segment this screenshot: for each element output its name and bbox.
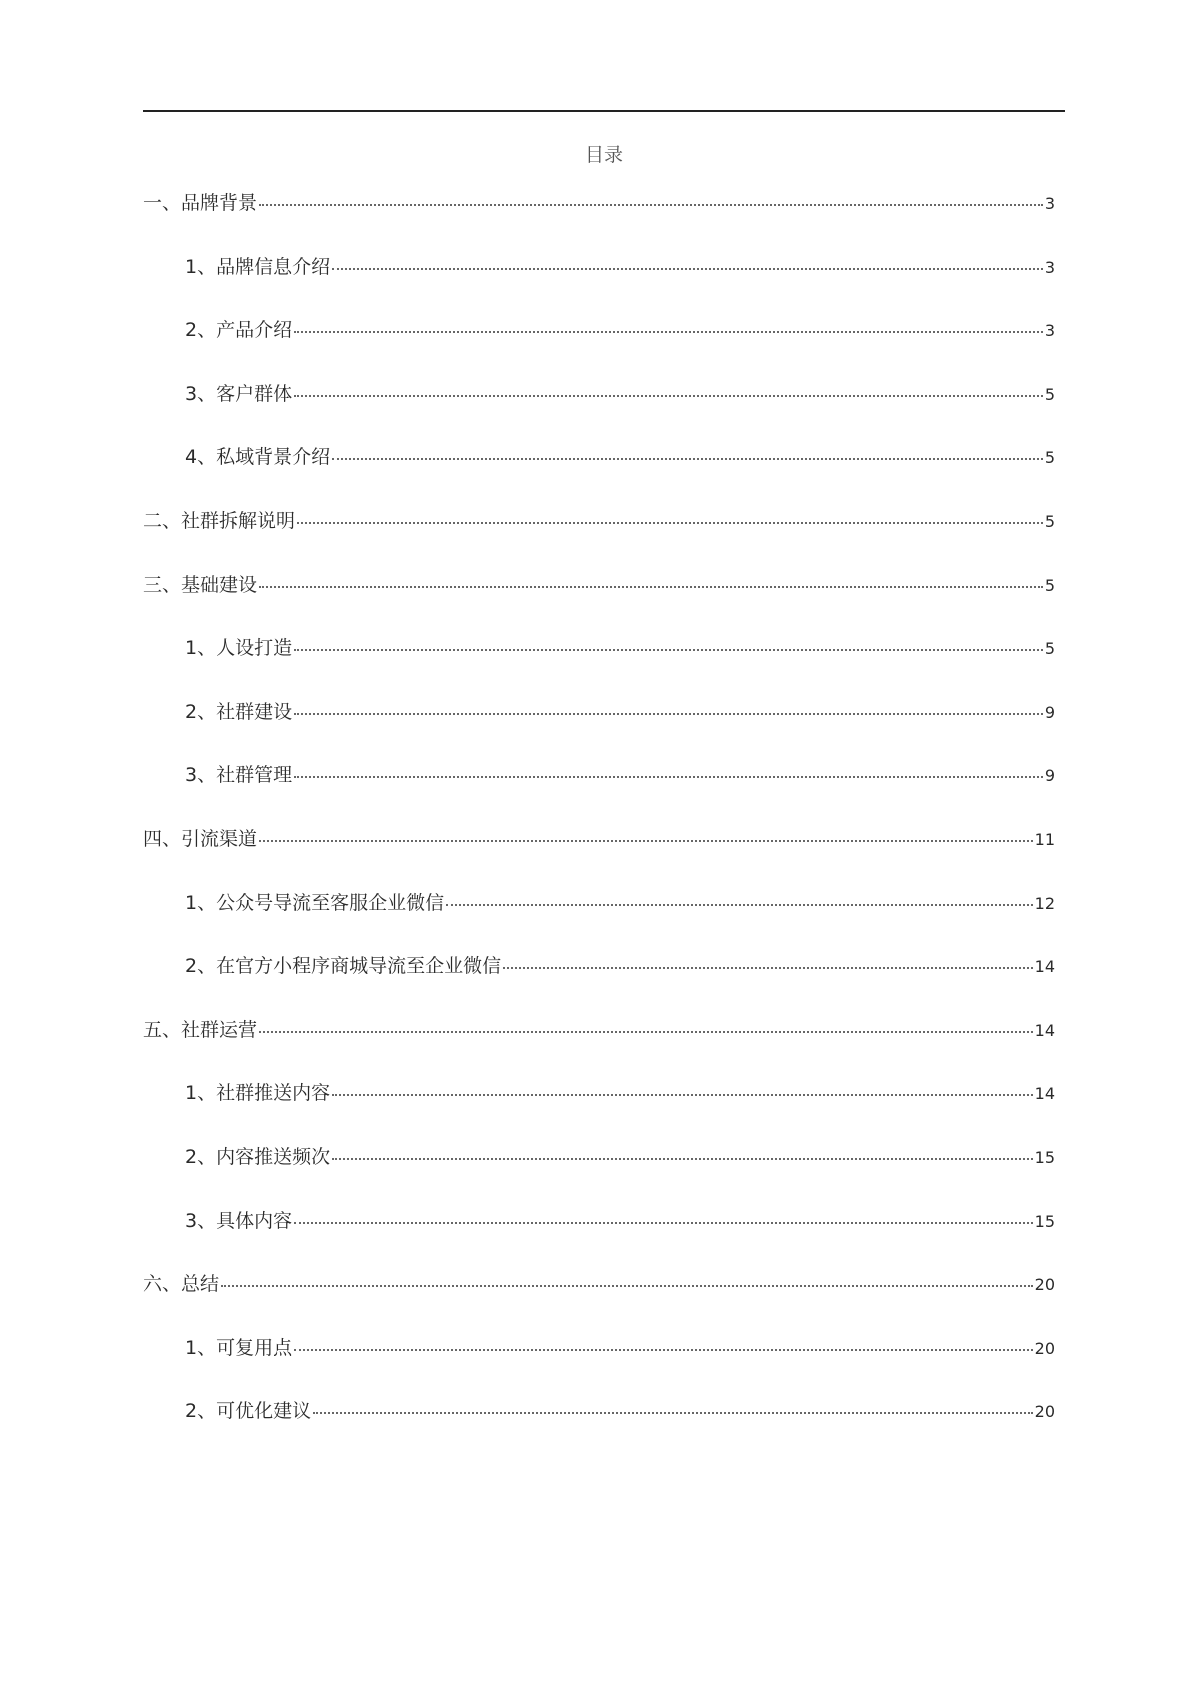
toc-entry[interactable] xyxy=(143,888,1055,952)
toc-entry[interactable] xyxy=(143,951,1055,1015)
toc-entry-page: 20 xyxy=(1034,1338,1055,1358)
toc-entry-page: 5 xyxy=(1044,511,1055,531)
table-of-contents xyxy=(143,188,1055,1460)
toc-entry[interactable] xyxy=(143,760,1055,824)
dot-leader xyxy=(503,967,1033,969)
toc-entry-label: 4、私域背景介绍 xyxy=(185,446,331,469)
toc-entry-page: 3 xyxy=(1044,194,1055,213)
toc-entry[interactable] xyxy=(143,188,1055,252)
toc-entry[interactable] xyxy=(143,824,1055,888)
toc-entry-page: 15 xyxy=(1034,1147,1055,1167)
toc-entry[interactable] xyxy=(143,1078,1055,1142)
dot-leader xyxy=(332,1158,1033,1160)
toc-entry-label: 六、总结 xyxy=(143,1273,220,1296)
toc-entry-page: 12 xyxy=(1034,893,1055,913)
dot-leader xyxy=(294,649,1043,651)
dot-leader xyxy=(446,904,1033,906)
toc-entry[interactable] xyxy=(143,697,1055,761)
toc-entry-page: 5 xyxy=(1044,384,1055,404)
toc-entry-label: 3、具体内容 xyxy=(185,1209,293,1232)
dot-leader xyxy=(332,268,1043,270)
toc-entry-label: 1、公众号导流至客服企业微信 xyxy=(185,891,445,914)
toc-entry-page: 5 xyxy=(1044,575,1055,595)
toc-entry-page: 14 xyxy=(1034,1084,1055,1104)
toc-entry-page: 9 xyxy=(1044,702,1055,722)
toc-entry-label: 五、社群运营 xyxy=(143,1018,258,1041)
toc-entry[interactable] xyxy=(143,1142,1055,1206)
toc-entry-page: 3 xyxy=(1044,257,1055,277)
toc-entry-page: 14 xyxy=(1034,957,1055,977)
dot-leader xyxy=(294,776,1043,778)
toc-entry[interactable] xyxy=(143,442,1055,506)
toc-entry-label: 3、客户群体 xyxy=(185,382,293,405)
toc-entry-label: 1、可复用点 xyxy=(185,1336,293,1359)
toc-entry-page: 5 xyxy=(1044,639,1055,659)
dot-leader xyxy=(259,840,1033,842)
toc-entry-label: 1、社群推送内容 xyxy=(185,1082,331,1105)
toc-entry-label: 四、引流渠道 xyxy=(143,827,258,850)
toc-entry-label: 2、社群建设 xyxy=(185,700,293,723)
toc-entry[interactable] xyxy=(143,252,1055,316)
toc-entry-label: 1、人设打造 xyxy=(185,637,293,660)
toc-entry[interactable] xyxy=(143,315,1055,379)
toc-entry[interactable] xyxy=(143,506,1055,570)
toc-entry[interactable] xyxy=(143,1206,1055,1270)
toc-entry[interactable] xyxy=(143,633,1055,697)
dot-leader xyxy=(259,1031,1033,1033)
toc-entry-page: 20 xyxy=(1034,1275,1055,1295)
toc-entry-label: 2、在官方小程序商城导流至企业微信 xyxy=(185,955,502,978)
toc-entry-label: 2、内容推送频次 xyxy=(185,1145,331,1168)
toc-entry[interactable] xyxy=(143,379,1055,443)
dot-leader xyxy=(294,331,1043,333)
toc-entry-page: 15 xyxy=(1034,1211,1055,1231)
dot-leader xyxy=(294,713,1043,715)
dot-leader xyxy=(294,395,1043,397)
dot-leader xyxy=(259,586,1043,588)
toc-entry[interactable] xyxy=(143,1396,1055,1460)
dot-leader xyxy=(221,1285,1033,1287)
toc-entry[interactable] xyxy=(143,1333,1055,1397)
toc-entry[interactable] xyxy=(143,570,1055,634)
dot-leader xyxy=(332,1094,1033,1096)
dot-leader xyxy=(294,1349,1033,1351)
toc-entry-label: 3、社群管理 xyxy=(185,764,293,787)
dot-leader xyxy=(313,1412,1033,1414)
toc-title: 目录 xyxy=(584,144,623,166)
toc-entry[interactable] xyxy=(143,1269,1055,1333)
toc-entry-page: 20 xyxy=(1034,1402,1055,1422)
dot-leader xyxy=(332,458,1043,460)
toc-entry-label: 2、产品介绍 xyxy=(185,319,293,342)
toc-entry-label: 1、品牌信息介绍 xyxy=(185,255,331,278)
toc-entry-page: 9 xyxy=(1044,766,1055,786)
toc-entry-page: 5 xyxy=(1044,448,1055,468)
toc-entry-page: 11 xyxy=(1034,829,1055,849)
toc-entry-label: 一、品牌背景 xyxy=(143,192,258,214)
dot-leader xyxy=(294,1222,1033,1224)
dot-leader xyxy=(259,204,1043,206)
toc-entry-label: 三、基础建设 xyxy=(143,573,258,596)
toc-entry-label: 二、社群拆解说明 xyxy=(143,509,296,532)
toc-entry-label: 2、可优化建议 xyxy=(185,1400,312,1423)
toc-entry-page: 3 xyxy=(1044,321,1055,341)
toc-entry[interactable] xyxy=(143,1015,1055,1079)
dot-leader xyxy=(297,522,1043,524)
header-rule xyxy=(143,110,1065,112)
toc-entry-page: 14 xyxy=(1034,1020,1055,1040)
